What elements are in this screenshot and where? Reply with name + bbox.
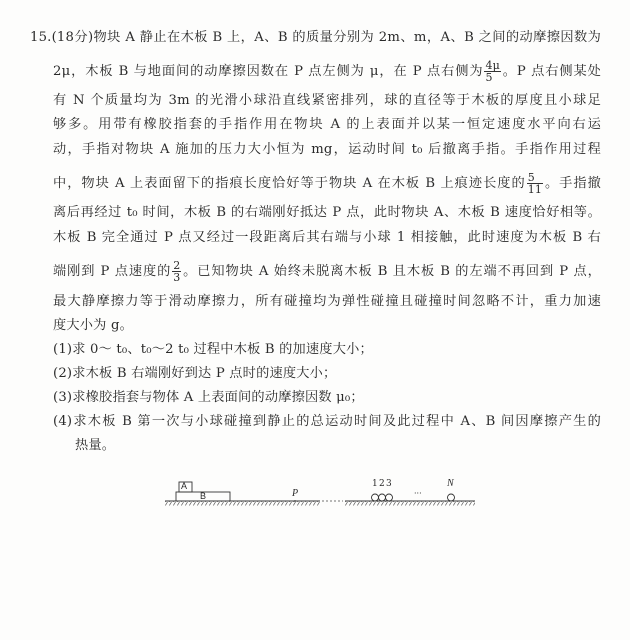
- fraction-4mu-5: [484, 60, 501, 83]
- fraction-numerator: 2: [173, 259, 181, 272]
- line-7: 离后再经过 t₀ 时间，木板 B 的右端刚好抵达 P 点，此时物块 A、木板 B 速度恰好相等。: [53, 205, 601, 220]
- fraction-2-3: [172, 260, 181, 283]
- block-a-label: A: [181, 481, 188, 491]
- line-8: 木板 B 完全通过 P 点又经过一段距离后其右端与小球 1 相接触，此时速度为木板 B 右: [53, 230, 601, 245]
- question-3: (3)求橡胶指套与物体 A 上表面间的动摩擦因数 μ₀；: [53, 390, 364, 405]
- line-2: [53, 60, 601, 83]
- line-11: 度大小为 g。: [53, 318, 133, 333]
- fraction-numerator: 5: [527, 172, 543, 184]
- question-2: (2)求木板 B 右端刚好到达 P 点时的速度大小；: [53, 366, 337, 381]
- line-6: [53, 172, 601, 195]
- text-segment: 。P 点右侧某处: [502, 64, 601, 79]
- line-4: 够多。用带有橡胶指套的手指作用在物块 A 的上表面并以某一恒定速度水平向右运: [53, 117, 601, 132]
- board-b-label: B: [200, 491, 207, 501]
- physics-diagram: [165, 474, 475, 508]
- text-segment: 2μ，木板 B 与地面间的动摩擦因数在 P 点左侧为 μ，在 P 点右侧为: [53, 64, 484, 79]
- text-segment: 物块 A 静止在木板 B 上，A、B 的质量分别为 2m、m，A、B 之间的动摩擦因数为: [93, 30, 601, 45]
- diagram-figure: [165, 474, 475, 508]
- line-9: [53, 260, 601, 283]
- question-1: (1)求 0～ t₀、t₀～2 t₀ 过程中木板 B 的加速度大小；: [53, 342, 373, 357]
- ball-label-2: 2: [379, 479, 385, 489]
- text-segment: 。已知物块 A 始终未脱离木板 B 且木板 B 的左端不再回到 P 点，: [182, 264, 601, 279]
- text-segment: 。手指撤: [544, 176, 601, 191]
- point-p-label: P: [292, 488, 299, 499]
- problem-points: (18分): [51, 30, 94, 45]
- line-1: [30, 29, 601, 47]
- fraction-5-11: [527, 172, 543, 195]
- question-4-continued: 热量。: [75, 438, 116, 453]
- ball-label-3: 3: [386, 479, 392, 489]
- fraction-denominator: 3: [173, 271, 181, 284]
- line-3: 有 N 个质量均为 3m 的光滑小球沿直线紧密排列，球的直径等于木板的厚度且小球足: [53, 93, 601, 108]
- text-segment: 端刚到 P 点速度的: [53, 264, 172, 279]
- problem-number: 15.: [30, 30, 52, 45]
- fraction-denominator: 11: [527, 183, 543, 196]
- line-10: 最大静摩擦力等于滑动摩擦力，所有碰撞均为弹性碰撞且碰撞时间忽略不计，重力加速: [53, 294, 601, 309]
- question-4: (4)求木板 B 第一次与小球碰撞到静止的总运动时间及此过程中 A、B 间因摩擦产生的: [53, 414, 601, 429]
- balls-ellipsis: ···: [414, 489, 422, 498]
- text-segment: 中，物块 A 上表面留下的指痕长度恰好等于物块 A 在木板 B 上痕迹长度的: [53, 176, 526, 191]
- fraction-numerator: 4μ: [485, 59, 501, 72]
- ball-label-n: N: [447, 478, 454, 489]
- ball-label-1: 1: [372, 479, 378, 489]
- line-5: 动，手指对物块 A 施加的压力大小恒为 mg，运动时间 t₀ 后撤离手指。手指作用过程: [53, 142, 601, 157]
- fraction-denominator: 5: [485, 71, 493, 84]
